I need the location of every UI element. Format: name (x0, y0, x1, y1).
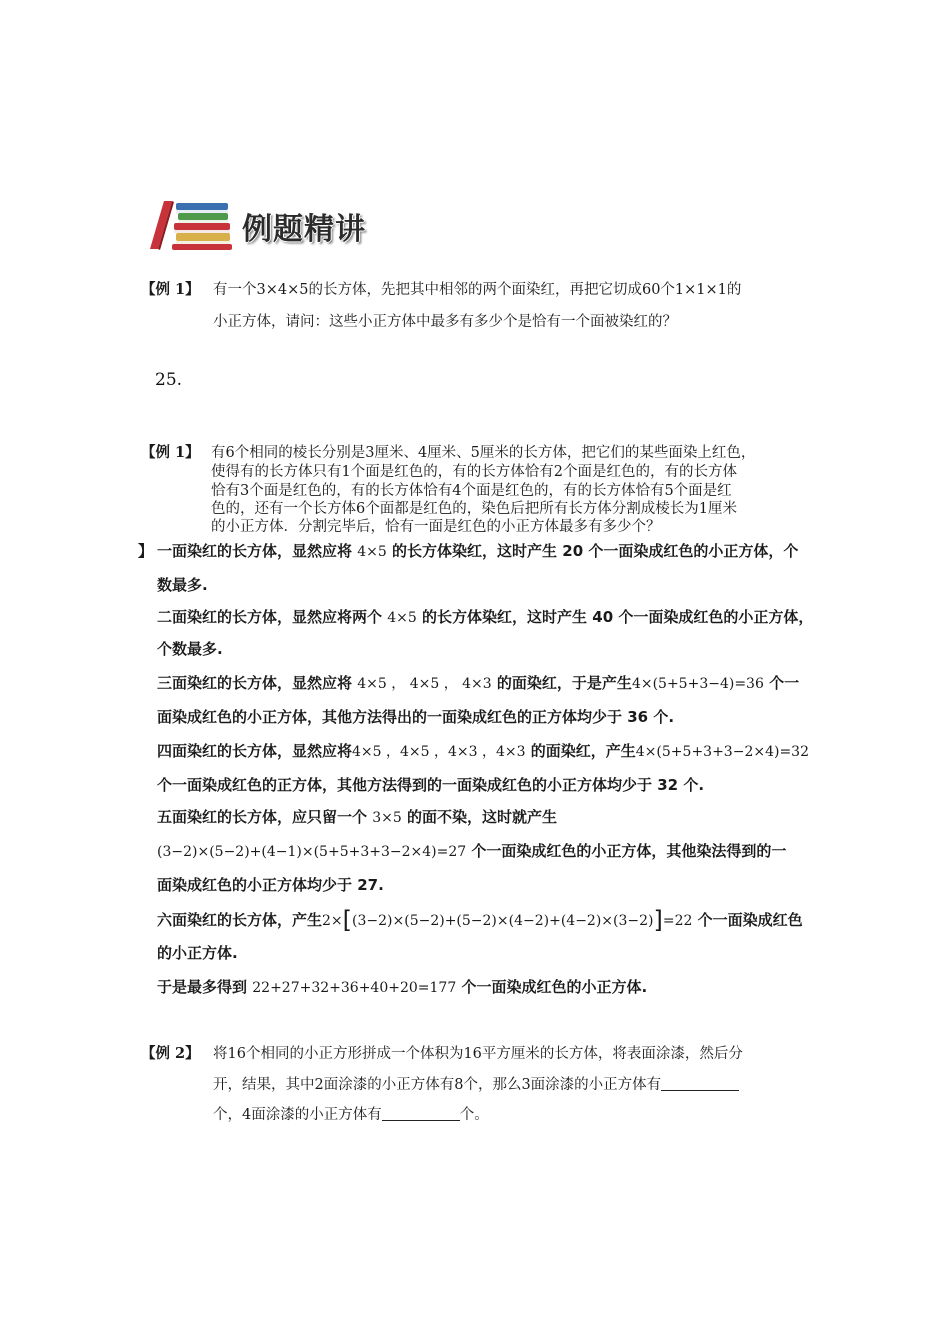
example-1b-label: 【例 1】 (141, 444, 200, 461)
answer-blank-1[interactable] (661, 1076, 739, 1091)
example-1-line1: 有一个3×4×5的长方体，先把其中相邻的两个面染红，再把它切成60个1×1×1的 (213, 282, 742, 298)
solution-line-14: 于是最多得到 22+27+32+36+40+20=177 个一面染成红色的小正方体. (157, 978, 648, 996)
answer-blank-2[interactable] (382, 1106, 460, 1121)
solution-bracket: 】 (138, 542, 154, 560)
solution-line-3: 二面染红的长方体，显然应将两个 4×5 的长方体染红，这时产生 40 个一面染成红色的小正方体， (157, 608, 814, 626)
example-1b-line4: 色的，还有一个长方体6个面都是红色的，染色后把所有长方体分割成棱长为1厘米 (211, 501, 737, 517)
example-1b-line5: 的小正方体．分割完毕后，恰有一面是红色的小正方体最多有多少个？ (211, 519, 661, 535)
example-2-label: 【例 2】 (141, 1045, 200, 1062)
solution-line-1: 一面染红的长方体，显然应将 4×5 的长方体染红，这时产生 20 个一面染成红色的小正方体，个 (157, 542, 799, 560)
example-1-label: 【例 1】 (141, 281, 200, 298)
example-2-line1: 将16个相同的小正方形拼成一个体积为16平方厘米的长方体，将表面涂漆，然后分 (213, 1046, 743, 1062)
solution-line-7: 四面染红的长方体，显然应将4×5 ，4×5 ，4×3 ，4×3 的面染红，产生4×(5+5+3+3−2×4)=32 (157, 742, 809, 760)
solution-line-11: 面染成红色的小正方体均少于 27. (157, 876, 384, 894)
example-2-line3: 个，4面涂漆的小正方体有 个。 (213, 1107, 489, 1123)
example-1b-line2: 使得有的长方体只有1个面是红色的，有的长方体恰有2个面是红色的，有的长方体 (211, 464, 737, 480)
solution-line-4: 个数最多. (157, 640, 223, 658)
solution-line-13: 的小正方体. (157, 944, 238, 962)
solution-line-9: 五面染红的长方体，应只留一个 3×5 的面不染，这时就产生 (157, 808, 558, 826)
solution-line-2: 数最多. (157, 576, 208, 594)
solution-line-10: (3−2)×(5−2)+(4−1)×(5+5+3+3−2×4)=27 个一面染成红色的小正方体，其他染法得到的一 (157, 842, 787, 860)
example-1b-line1: 有6个相同的棱长分别是3厘米、4厘米、5厘米的长方体，把它们的某些面染上红色， (211, 445, 756, 461)
solution-line-6: 面染成红色的小正方体，其他方法得出的一面染成红色的正方体均少于 36 个. (157, 708, 675, 726)
example-1b-line3: 恰有3个面是红色的，有的长方体恰有4个面是红色的，有的长方体恰有5个面是红 (211, 483, 732, 499)
books-stack-icon (146, 197, 238, 253)
solution-line-5: 三面染红的长方体，显然应将 4×5 ， 4×5 ， 4×3 的面染红，于是产生4×(5+5+3−4)=36 个一 (157, 674, 800, 692)
answer-1: 25. (155, 370, 183, 390)
solution-line-12: 六面染红的长方体，产生2×[(3−2)×(5−2)+(5−2)×(4−2)+(4−2)×(3−2)]=22 个一面染成红色 (157, 906, 803, 934)
example-1-line2: 小正方体，请问：这些小正方体中最多有多少个是恰有一个面被染红的？ (213, 314, 677, 330)
section-title: 例题精讲 (242, 212, 366, 247)
example-2-line2: 开，结果，其中2面涂漆的小正方体有8个，那么3面涂漆的小正方体有 (213, 1073, 739, 1094)
solution-line-8: 个一面染成红色的正方体，其他方法得到的一面染成红色的小正方体均少于 32 个. (157, 776, 705, 794)
